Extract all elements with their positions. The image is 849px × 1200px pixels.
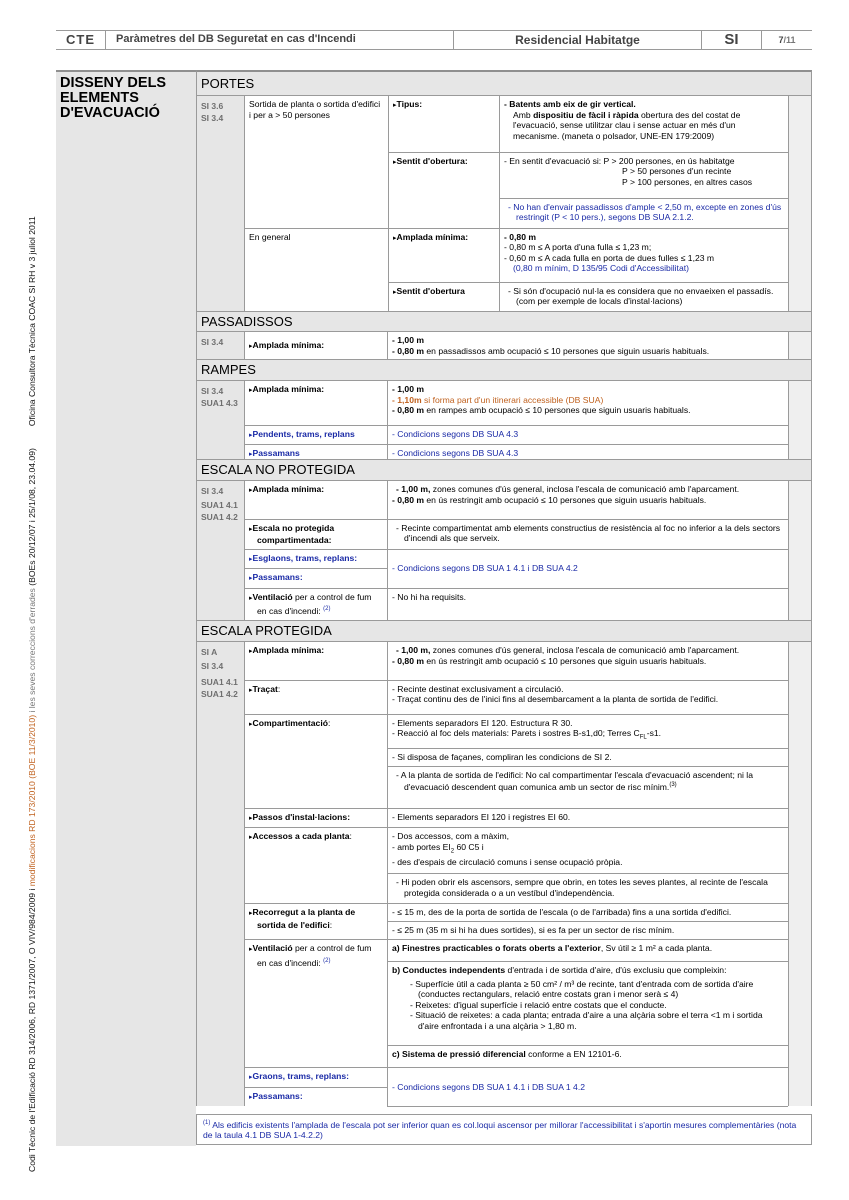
text-amplada-ep: - 1,00 m, zones comunes d'ús general, inclosa l'escala de comunicació amb l'aparcament. - 0,80 m en ús restringit amb ocupació ≤ 10 persones que siguin usuaris habituals. [388,642,789,680]
section-escala-no-protegida: ESCALA NO PROTEGIDA [197,460,811,481]
side-legal-text [27,62,37,1172]
block-passadissos: SI 3.4 ▸ Amplada mínima: - 1,00 m - 0,80 m en passadissos amb ocupació ≤ 10 persones que siguin usuaris habituals. [197,332,811,360]
label-passamans-rampes: ▸ Passamans [249,448,300,458]
label-vent-ep: ▸ Ventilació per a control de fum en cas d'incendi: $^{(2)}$ [249,943,383,968]
text-vent-a: a) Finestres practicables o forats oberts a l'exterior, Sv útil ≥ 1 m² a cada planta. [388,940,789,962]
refs-portes: SI 3.6 SI 3.4 [197,96,244,311]
main-table [196,70,812,1106]
section-passadissos: PASSADISSOS [197,312,811,332]
label-amplada-portes: ▸ Amplada mínima: [393,232,468,242]
text-sentit-blue: - No han d'envair passadissos d'ample < 2,50 m, excepte en zones d'ús restringit (P < 10 pers.), segons DB SUA 2.1.2. [500,198,789,228]
footnote [196,1114,812,1145]
label-passos: ▸ Passos d'instal·lacions: [249,812,350,822]
section-rampes: RAMPES [197,360,811,381]
side-part5: Oficina Consultora Tècnica COAC SI RH v 3 juliol 2011 [27,216,37,427]
label-comp-enp: ▸ Escala no protegida compartimentada: [249,523,383,546]
group-general: En general [245,228,389,312]
page-number: 7 [778,34,784,45]
text-tipus: - Batents amb eix de gir vertical. Amb dispositiu de fàcil i ràpida obertura des del costat de l'evacuació, sense utilitzar clau i sense actuar en més d'un mecanisme. (maneta o polsador, UNE-EN 179:2009) [500,96,789,152]
label-accessos: Accessos a cada planta [252,831,350,841]
header-cte: CTE [56,31,106,49]
text-esglaons: - Condicions segons DB SUA 1 4.1 i DB SUA 4.2 [388,549,789,588]
label-pendents: ▸ Pendents, trams, replans [249,429,355,439]
text-comp-enp: - Recinte compartimentat amb elements constructius de resistència al foc no inferior a la dels sectors d'incendi als que serveix. [388,519,789,549]
text-sentit2: - Si són d'ocupació nul·la es considera que no envaeixen el passadís. (com per exemple de locals d'instal·lacions) [500,282,789,312]
left-title: DISSENY DELS ELEMENTS D'EVACUACIÓ [60,75,167,121]
text-passos: - Elements separadors EI 120 i registres EI 60. [388,808,789,828]
text-recorregut-2: - ≤ 25 m (35 m si hi ha dues sortides), si es fa per un sector de risc mínim. [388,922,789,940]
label-tracat: Traçat [252,683,278,694]
header-page [762,31,812,49]
block-escala-protegida: SI A SI 3.4 SUA1 4.1 SUA1 4.2 ▸ Amplada mínima: - 1,00 m, zones comunes d'ús general, inclosa l'escala de comunicació amb l'aparcament. - 0,80 m en ús restringit amb ocupació ≤ 10 persones que siguin usuaris habituals. ▸ Traçat: - Recinte destinat exclusivament a circulació. - Traçat continu des de l'inici fins al desembarcament a la planta de sortida de l'edifici. ▸ Compartimentació: - Elements separadors EI 120. Estructura R 30. - Reacció al foc dels materials: Parets i sostres B-s1,d0; Terres $C_{FL}-s1$. - Si disposa de façanes, compliran les condicions de SI 2. - A la planta de sortida de l'edifici: No cal compartimentar l'escala d'evacuació ascendent; ni la d'evacuació descendent quan comunica amb un sector de risc mínim.$^{(3)}$ ▸ Passos d'instal·lacions: - Elements separadors EI 120 i registres EI 60. ▸ Accessos a cada planta: - Dos accessos, com a màxim, - amb portes $EI_2$ 60 C5 i - des d'espais de circulació comuns i sense ocupació pròpia. - Hi poden obrir els ascensors, sempre que obrin, en totes les seves plantes, al recinte de l'escala protegida considerada o a un vestíbul d'independència. ▸ Recorregut a la planta de sortida de l'edifici: - ≤ 15 m, des de la porta de sortida de l'escala (o de l'arribada) fins a una sortida d'edifici. - ≤ 25 m (35 m si hi ha dues sortides), si es fa per un sector de risc mínim. ▸ Ventilació per a control de fum en cas d'incendi: $^{(2)}$ a) Finestres practicables o forats oberts a l'exterior, Sv útil ≥ 1 m² a cada planta. b) Conductes independents d'entrada i de sortida d'aire, d'ús exclusiu que compleixin: - Superfície útil a cada planta ≥ 50 cm² / m³ de recinte, tant d'entrada com de sortida d'aire (conductes rectangulars, relació entre costats gran i menor serà ≤ 4) - Reixetes: d'igual superfície i relació entre costats que el conducte. - Situació de reixetes: a cada planta; entrada d'aire a una alçària sobre el terra <1 m i sortida d'aire enfrontada i a una alçària > 1,80 m. c) Sistema de pressió diferencial conforme a EN 12101-6. ▸ Graons, trams, replans: - Condicions segons DB SUA 1 4.1 i DB SUA 1 4.2 ▸ Passamans: [197,642,811,1106]
text-amplada-enp: - 1,00 m, zones comunes d'ús general, inclosa l'escala de comunicació amb l'aparcament. - 0,80 m en ús restringit amb ocupació ≤ 10 persones que siguin usuaris habituals. [388,481,789,519]
section-portes: PORTES [197,72,811,96]
section-escala-protegida: ESCALA PROTEGIDA [197,621,811,642]
left-title-column [56,70,196,1146]
label-tipus: ▸ Tipus: [393,99,422,109]
text-vent-enp: - No hi ha requisits. [388,588,789,622]
side-part2: modificacions RD 173/2010 (BOE 11/3/2010) [27,714,37,887]
text-pendents: - Condicions segons DB SUA 4.3 [388,425,789,445]
label-recorregut: Recorregut a la planta de sortida de l'edifici [252,907,356,930]
text-amplada-rampes: - 1,00 m - 1,10m si forma part d'un itinerari accessible (DB SUA) - 0,80 m en rampes amb ocupació ≤ 10 persones que siguin usuaris habituals. [388,381,789,425]
label-amplada-enp: ▸ Amplada mínima: [249,484,324,494]
label-amplada-passadissos: ▸ Amplada mínima: [249,340,324,350]
label-comp-ep: Compartimentació [252,717,328,728]
label-amplada-ep: ▸ Amplada mínima: [249,645,324,655]
label-graons: ▸ Graons, trams, replans: [249,1071,349,1081]
text-recorregut-1: - ≤ 15 m, des de la porta de sortida de l'escala (o de l'arribada) fins a una sortida d'edifici. [388,904,789,922]
text-tracat: - Recinte destinat exclusivament a circulació. - Traçat continu des de l'inici fins al desembarcament a la planta de sortida de l'edifici. [388,680,789,714]
label-sentit: ▸ Sentit d'obertura: [393,156,468,166]
page-header [56,30,812,50]
label-passamans-ep: ▸ Passamans: [249,1091,303,1101]
group-sortida: Sortida de planta o sortida d'edifici i per a > 50 persones [245,96,389,228]
text-comp-ep-2: - Si disposa de façanes, compliran les condicions de SI 2. [388,748,789,766]
header-subtitle: Residencial Habitatge [454,31,702,49]
text-passamans-rampes: - Condicions segons DB SUA 4.3 [388,445,789,464]
label-sentit2: ▸ Sentit d'obertura [393,286,465,296]
block-portes [197,96,811,312]
text-graons: - Condicions segons DB SUA 1 4.1 i DB SUA 1 4.2 [388,1068,789,1107]
label-vent-enp: ▸ Ventilació per a control de fum en cas d'incendi: $^{(2)}$ [249,592,383,617]
side-part3: i les seves correccions d'errades [27,585,37,715]
text-amplada-portes: - 0,80 m - 0,80 m ≤ A porta d'una fulla ≤ 1,23 m; - 0,60 m ≤ A cada fulla en porta de dues fulles ≤ 1,23 m (0,80 m mínim, D 135/95 Codi d'Accessibilitat) [500,228,789,282]
block-escala-no-protegida: SI 3.4 SUA1 4.1 SUA1 4.2 ▸ Amplada mínima: - 1,00 m, zones comunes d'ús general, inclosa l'escala de comunicació amb l'aparcament. - 0,80 m en ús restringit amb ocupació ≤ 10 persones que siguin usuaris habituals. ▸ Escala no protegida compartimentada: - Recinte compartimentat amb elements constructius de resistència al foc no inferior a la dels sectors d'incendi als que serveix. ▸ Esglaons, trams, replans: - Condicions segons DB SUA 1 4.1 i DB SUA 4.2 ▸ Passamans: ▸ Ventilació per a control de fum en cas d'incendi: $^{(2)}$ - No hi ha requisits. [197,481,811,621]
footnote-number: (1) [203,1120,211,1126]
text-vent-c: c) Sistema de pressió diferencial conforme a EN 12101-6. [388,1046,789,1068]
text-amplada-passadissos: - 1,00 m - 0,80 m en passadissos amb ocupació ≤ 10 persones que siguin usuaris habituals. [388,332,789,360]
side-part1: Codi Tècnic de l'Edificació RD 314/2006, RD 1371/2007, O VIV/984/2009 i [27,886,37,1172]
header-title: Paràmetres del DB Seguretat en cas d'Incendi [106,31,454,49]
label-amplada-rampes: ▸ Amplada mínima: [249,384,324,394]
page-total: /11 [783,34,796,45]
block-rampes: SI 3.4 SUA1 4.3 ▸ Amplada mínima: - 1,00 m - 1,10m si forma part d'un itinerari accessible (DB SUA) - 0,80 m en rampes amb ocupació ≤ 10 persones que siguin usuaris habituals. ▸ Pendents, trams, replans - Condicions segons DB SUA 4.3 ▸ Passamans - Condicions segons DB SUA 4.3 [197,381,811,460]
text-vent-b: b) Conductes independents d'entrada i de sortida d'aire, d'ús exclusiu que compleixin: - Superfície útil a cada planta ≥ 50 cm² / m³ de recinte, tant d'entrada com de sortida d'aire (conductes rectangulars, relació entre costats gran i menor serà ≤ 4) - Reixetes: d'igual superfície i relació entre costats que el conducte. - Situació de reixetes: a cada planta; entrada d'aire a una alçària sobre el terra <1 m i sortida d'aire enfrontada i a una alçària > 1,80 m. [388,962,789,1046]
text-accessos-2: - Hi poden obrir els ascensors, sempre que obrin, en totes les seves plantes, al recinte de l'escala protegida considerada o a un vestíbul d'independència. [388,874,789,904]
side-part4: (BOEs 20/12/07 i 25/1/08, 23.04.09) [27,448,37,586]
text-comp-ep-3: - A la planta de sortida de l'edifici: No cal compartimentar l'escala d'evacuació ascendent; ni la d'evacuació descendent quan comunica amb un sector de risc mínim.$^{(3)}$ [388,766,789,808]
header-section: SI [702,31,762,49]
text-comp-ep-1: - Elements separadors EI 120. Estructura R 30. - Reacció al foc dels materials: Parets i sostres B-s1,d0; Terres $C_{FL}-s1$. [388,714,789,748]
text-sentit: - En sentit d'evacuació si: P > 200 persones, en ús habitatge P > 50 persones d'un recinte P > 100 persones, en altres casos [500,152,789,198]
footnote-text: Als edificis existents l'amplada de l'escala pot ser inferior quan es col.loqui ascensor per millorar l'accessibilitat i s'aportin mesures complementàries (nota de la taula 4.1 DB SUA 1-4.2.2) [203,1119,797,1141]
label-esglaons: ▸ Esglaons, trams, replans: [249,553,357,563]
label-passamans-enp: ▸ Passamans: [249,572,303,582]
text-accessos-1: - Dos accessos, com a màxim, - amb portes $EI_2$ 60 C5 i - des d'espais de circulació comuns i sense ocupació pròpia. [388,828,789,874]
